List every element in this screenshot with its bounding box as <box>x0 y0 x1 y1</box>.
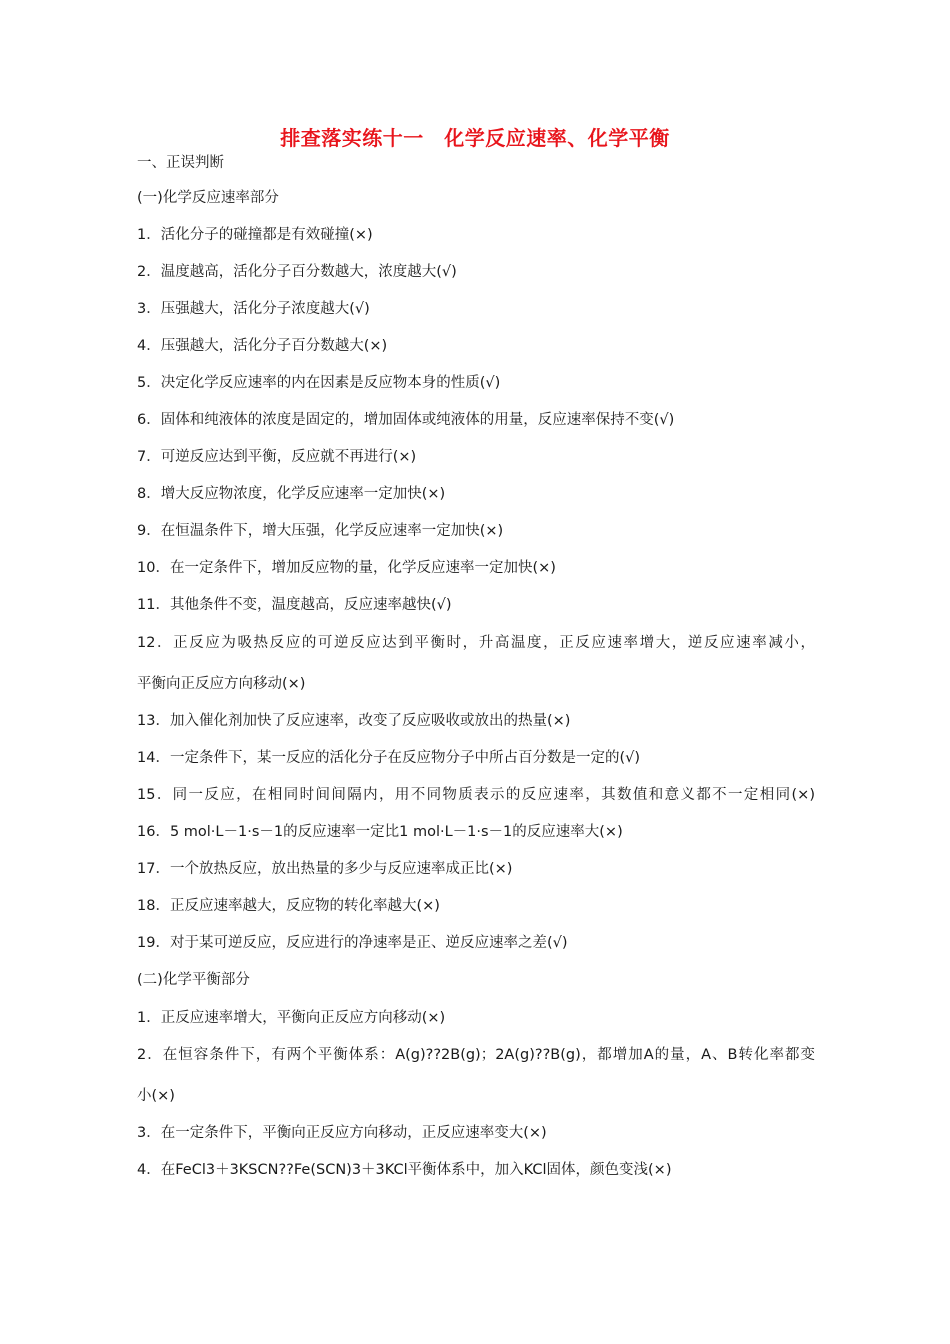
question-item: 8．增大反应物浓度，化学反应速率一定加快(×) <box>137 486 446 502</box>
question-item: 10．在一定条件下，增加反应物的量，化学反应速率一定加快(×) <box>137 560 556 576</box>
question-item: 15．同一反应，在相同时间间隔内，用不同物质表示的反应速率，其数值和意义都不一定相同(×) <box>137 787 815 803</box>
question-item: 17．一个放热反应，放出热量的多少与反应速率成正比(×) <box>137 861 513 877</box>
question-item: 5．决定化学反应速率的内在因素是反应物本身的性质(√) <box>137 375 501 391</box>
question-item: 13．加入催化剂加快了反应速率，改变了反应吸收或放出的热量(×) <box>137 713 571 729</box>
question-item-12-line1: 12．正反应为吸热反应的可逆反应达到平衡时，升高温度，正反应速率增大，逆反应速率减小， <box>137 635 815 651</box>
question-item: 11．其他条件不变，温度越高，反应速率越快(√) <box>137 597 452 613</box>
question-item: 14．一定条件下，某一反应的活化分子在反应物分子中所占百分数是一定的(√) <box>137 750 641 766</box>
question-item-12-line2: 平衡向正反应方向移动(×) <box>137 676 306 692</box>
question-item-2-line1: 2．在恒容条件下，有两个平衡体系：A(g)??2B(g)；2A(g)??B(g)，都增加A的量，A、B转化率都变 <box>137 1047 815 1063</box>
question-item: 4．压强越大，活化分子百分数越大(×) <box>137 338 388 354</box>
question-item: 6．固体和纯液体的浓度是固定的，增加固体或纯液体的用量，反应速率保持不变(√) <box>137 412 675 428</box>
question-item: 7．可逆反应达到平衡，反应就不再进行(×) <box>137 449 417 465</box>
question-item: 16．5 mol·L－1·s－1的反应速率一定比1 mol·L－1·s－1的反应速率大(×) <box>137 824 623 840</box>
question-item-2-line2: 小(×) <box>137 1088 175 1104</box>
question-item: 19．对于某可逆反应，反应进行的净速率是正、逆反应速率之差(√) <box>137 935 568 951</box>
subsection-heading-rate: (一)化学反应速率部分 <box>137 190 279 206</box>
question-item: 1．活化分子的碰撞都是有效碰撞(×) <box>137 227 373 243</box>
question-item: 9．在恒温条件下，增大压强，化学反应速率一定加快(×) <box>137 523 504 539</box>
document-title: 排查落实练十一 化学反应速率、化学平衡 <box>280 126 670 150</box>
question-item: 3．在一定条件下，平衡向正反应方向移动，正反应速率变大(×) <box>137 1125 547 1141</box>
question-item: 18．正反应速率越大，反应物的转化率越大(×) <box>137 898 440 914</box>
question-item: 4．在FeCl3＋3KSCN??Fe(SCN)3＋3KCl平衡体系中，加入KCl固体，颜色变浅(×) <box>137 1162 672 1178</box>
question-item: 3．压强越大，活化分子浓度越大(√) <box>137 301 370 317</box>
section-heading: 一、正误判断 <box>137 155 224 171</box>
question-item: 1．正反应速率增大，平衡向正反应方向移动(×) <box>137 1010 446 1026</box>
question-item: 2．温度越高，活化分子百分数越大，浓度越大(√) <box>137 264 457 280</box>
subsection-heading-equilibrium: (二)化学平衡部分 <box>137 972 250 988</box>
